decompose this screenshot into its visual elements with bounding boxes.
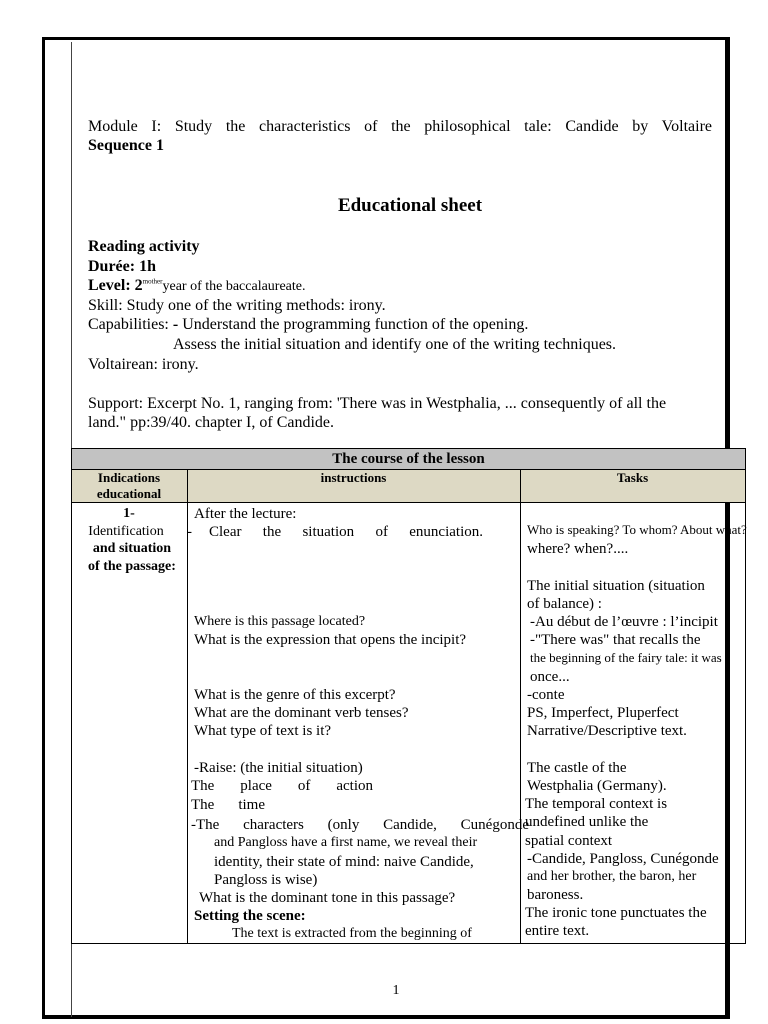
instr-expression: What is the expression that opens the incipit? bbox=[194, 632, 467, 648]
level-line bbox=[88, 276, 306, 295]
instr-clear: Clear the situation of enunciation. bbox=[209, 524, 483, 540]
support-line-1: Support: Excerpt No. 1, ranging from: 'There was in Westphalia, ... consequently of all the bbox=[88, 395, 667, 412]
instr-time: The time bbox=[191, 797, 265, 813]
instr-extract: The text is extracted from the beginning of bbox=[232, 926, 472, 941]
support-line-2: land." pp:39/40. chapter I, of Candide. bbox=[88, 414, 335, 431]
skill-line: Skill: Study one of the writing methods: irony. bbox=[88, 297, 386, 314]
level-superscript: mother bbox=[142, 277, 163, 286]
instr-characters-2: and Pangloss have a first name, we reveal their bbox=[214, 835, 478, 850]
task-castle-1: The castle of the bbox=[527, 760, 627, 776]
instr-type: What type of text is it? bbox=[194, 723, 332, 739]
instr-characters-3: identity, their state of mind: naive Candide, bbox=[214, 854, 474, 870]
section-title-line2: and situation bbox=[92, 541, 172, 556]
capabilities-item-3: Voltairean: irony. bbox=[88, 356, 199, 373]
header-tasks: Tasks bbox=[616, 470, 649, 485]
task-tenses: PS, Imperfect, Pluperfect bbox=[527, 705, 679, 721]
task-temporal-1: The temporal context is bbox=[525, 796, 668, 812]
module-line: Module I: Study the characteristics of the philosophical tale: Candide by Voltaire bbox=[88, 118, 712, 135]
task-once: once... bbox=[530, 669, 570, 685]
table-rule-header bbox=[71, 502, 746, 503]
header-indications-line2: educational bbox=[96, 486, 162, 501]
task-temporal-2: undefined unlike the bbox=[525, 814, 649, 830]
capabilities-line bbox=[88, 315, 528, 334]
level-label: Level: bbox=[88, 277, 131, 294]
duration-label: Durée: 1h bbox=[88, 258, 156, 275]
task-there-was: -"There was" that recalls the bbox=[530, 632, 701, 648]
task-who: Who is speaking? To whom? About what? bbox=[527, 522, 747, 537]
task-spatial: spatial context bbox=[525, 833, 613, 849]
task-where-when: where? when?.... bbox=[527, 541, 629, 557]
task-conte: -conte bbox=[527, 687, 565, 703]
reading-activity-label: Reading activity bbox=[88, 238, 200, 255]
sequence-label: Sequence 1 bbox=[88, 137, 164, 154]
instr-characters-4: Pangloss is wise) bbox=[214, 872, 318, 888]
capabilities-item-1: Understand the programming function of the opening. bbox=[182, 316, 529, 333]
page-title: Educational sheet bbox=[337, 195, 483, 216]
task-initial-1: The initial situation (situation bbox=[527, 578, 705, 594]
page-number: 1 bbox=[392, 983, 400, 998]
table-rule-bottom bbox=[71, 943, 746, 944]
section-title-line1: Identification bbox=[88, 524, 164, 539]
task-characters: -Candide, Pangloss, Cunégonde bbox=[527, 851, 719, 867]
task-castle-2: Westphalia (Germany). bbox=[527, 778, 667, 794]
instr-place: The place of action bbox=[191, 778, 373, 794]
task-brother: and her brother, the baron, her bbox=[527, 869, 697, 884]
capabilities-label: Capabilities: bbox=[88, 316, 169, 333]
instr-tenses: What are the dominant verb tenses? bbox=[194, 705, 409, 721]
instr-characters: -The characters (only Candide, Cunégonde bbox=[191, 817, 529, 833]
task-ironic-2: entire text. bbox=[525, 923, 590, 939]
section-title-line3: of the passage: bbox=[88, 559, 176, 574]
task-text-type: Narrative/Descriptive text. bbox=[527, 723, 687, 739]
capabilities-item-2: Assess the initial situation and identify one of the writing techniques. bbox=[173, 336, 617, 353]
task-au-debut: -Au début de l’œuvre : l’incipit bbox=[530, 614, 718, 630]
instr-raise: -Raise: (the initial situation) bbox=[194, 760, 363, 776]
level-number: 2 bbox=[134, 277, 143, 294]
instr-setting-scene: Setting the scene: bbox=[194, 908, 306, 924]
task-baroness: baroness. bbox=[527, 887, 584, 903]
instr-tone: What is the dominant tone in this passage? bbox=[199, 890, 456, 906]
header-instructions: instructions bbox=[320, 470, 387, 485]
instr-where: Where is this passage located? bbox=[194, 614, 366, 629]
table-title: The course of the lesson bbox=[332, 451, 485, 467]
instr-after-lecture: After the lecture: bbox=[194, 506, 297, 522]
section-number: 1- bbox=[123, 506, 135, 521]
instr-dash: - bbox=[187, 524, 192, 540]
header-indications-line1: Indications bbox=[97, 470, 161, 485]
level-rest: year of the baccalaureate. bbox=[162, 279, 306, 294]
task-ironic-1: The ironic tone punctuates the bbox=[525, 905, 707, 921]
task-fairy-tale: the beginning of the fairy tale: it was bbox=[530, 650, 722, 665]
task-initial-2: of balance) : bbox=[527, 596, 602, 612]
table-rule-top bbox=[71, 448, 746, 449]
table-rule-col2 bbox=[520, 469, 521, 944]
instr-genre: What is the genre of this excerpt? bbox=[194, 687, 396, 703]
capabilities-dash: - bbox=[168, 316, 183, 333]
